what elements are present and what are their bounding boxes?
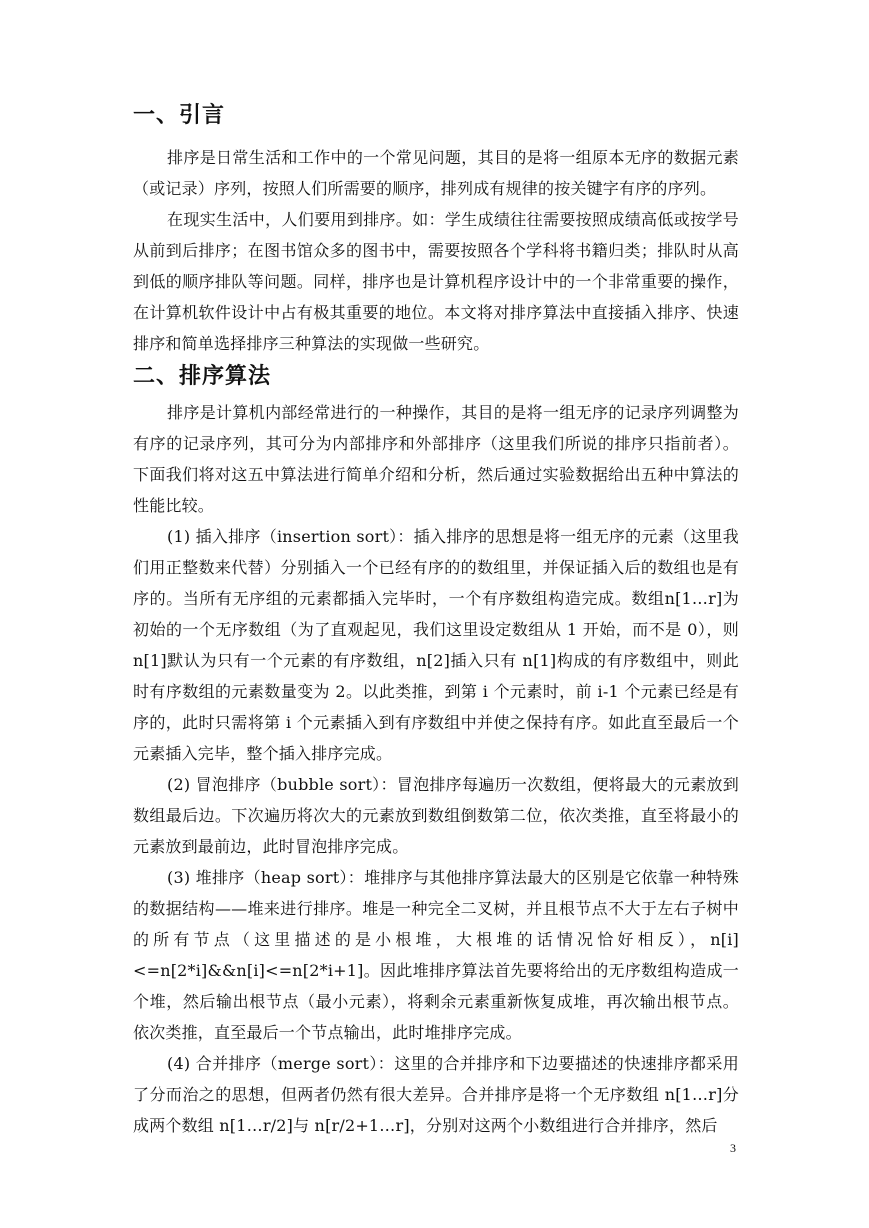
paragraph-insertion-sort: (1) 插入排序（insertion sort）：插入排序的思想是将一组无序的元素（这里我们用正整数来代替）分别插入一个已经有序的的数组里，并保证插入后的数组也是有序的。当所有无序组的元素都插入完毕时，一个有序数组构造完成。数组n[1…r]为初始的一个无序数组（为了直观起见，我们这里设定数组从 1 开始，而不是 0），则 n[1]默认为只有一个元素的有序数组，n[2]插入只有 n[1]构成的有序数组中，则此时有序数组的元素数量变为 2。以此类推，到第 i 个元素时，前 i-1 个元素已经是有序的，此时只需将第 i 个元素插入到有序数组中并使之保持有序。如此直至最后一个元素插入完毕，整个插入排序完成。	[133, 527, 739, 763]
section-heading-sorting-algorithms: 二、排序算法	[133, 364, 272, 389]
paragraph: 排序是计算机内部经常进行的一种操作，其目的是将一组无序的记录序列调整为有序的记录序列，其可分为内部排序和外部排序（这里我们所说的排序只指前者）。下面我们将对这五中算法进行简单介绍和分析，然后通过实验数据给出五种中算法的性能比较。	[133, 403, 739, 515]
paragraph: 排序是日常生活和工作中的一个常见问题，其目的是将一组原本无序的数据元素（或记录）序列，按照人们所需要的顺序，排列成有规律的按关键字有序的序列。	[133, 148, 739, 198]
page-number: 3	[730, 1141, 736, 1155]
paragraph-bubble-sort: (2) 冒泡排序（bubble sort）：冒泡排序每遍历一次数组，便将最大的元素放到数组最后边。下次遍历将次大的元素放到数组倒数第二位，依次类推，直至将最小的元素放到最前边，此时冒泡排序完成。	[133, 775, 739, 856]
paragraph: 在现实生活中，人们要用到排序。如：学生成绩往往需要按照成绩高低或按学号从前到后排序；在图书馆众多的图书中，需要按照各个学科将书籍归类；排队时从高到低的顺序排队等问题。同样，排序也是计算机程序设计中的一个非常重要的操作，在计算机软件设计中占有极其重要的地位。本文将对排序算法中直接插入排序、快速排序和简单选择排序三种算法的实现做一些研究。	[133, 210, 739, 353]
section-heading-introduction: 一、引言	[133, 103, 226, 128]
page-content	[133, 100, 739, 1141]
paragraph-heap-sort: (3) 堆排序（heap sort）：堆排序与其他排序算法最大的区别是它依靠一种特殊的数据结构——堆来进行排序。堆是一种完全二叉树，并且根节点不大于左右子树中的所有节点（这里描述的是小根堆，大根堆的话情况恰好相反），n[i]<=n[2*i]&&n[i]<=n[2*i+1]。因此堆排序算法首先要将给出的无序数组构造成一个堆，然后输出根节点（最小元素），将剩余元素重新恢复成堆，再次输出根节点。依次类推，直至最后一个节点输出，此时堆排序完成。	[133, 868, 739, 1042]
paragraph-merge-sort: (4) 合并排序（merge sort）：这里的合并排序和下边要描述的快速排序都采用了分而治之的思想，但两者仍然有很大差异。合并排序是将一个无序数组 n[1…r]分成两个数组 n[1…r/2]与 n[r/2+1…r]，分别对这两个小数组进行合并排序，然后	[133, 1054, 739, 1135]
